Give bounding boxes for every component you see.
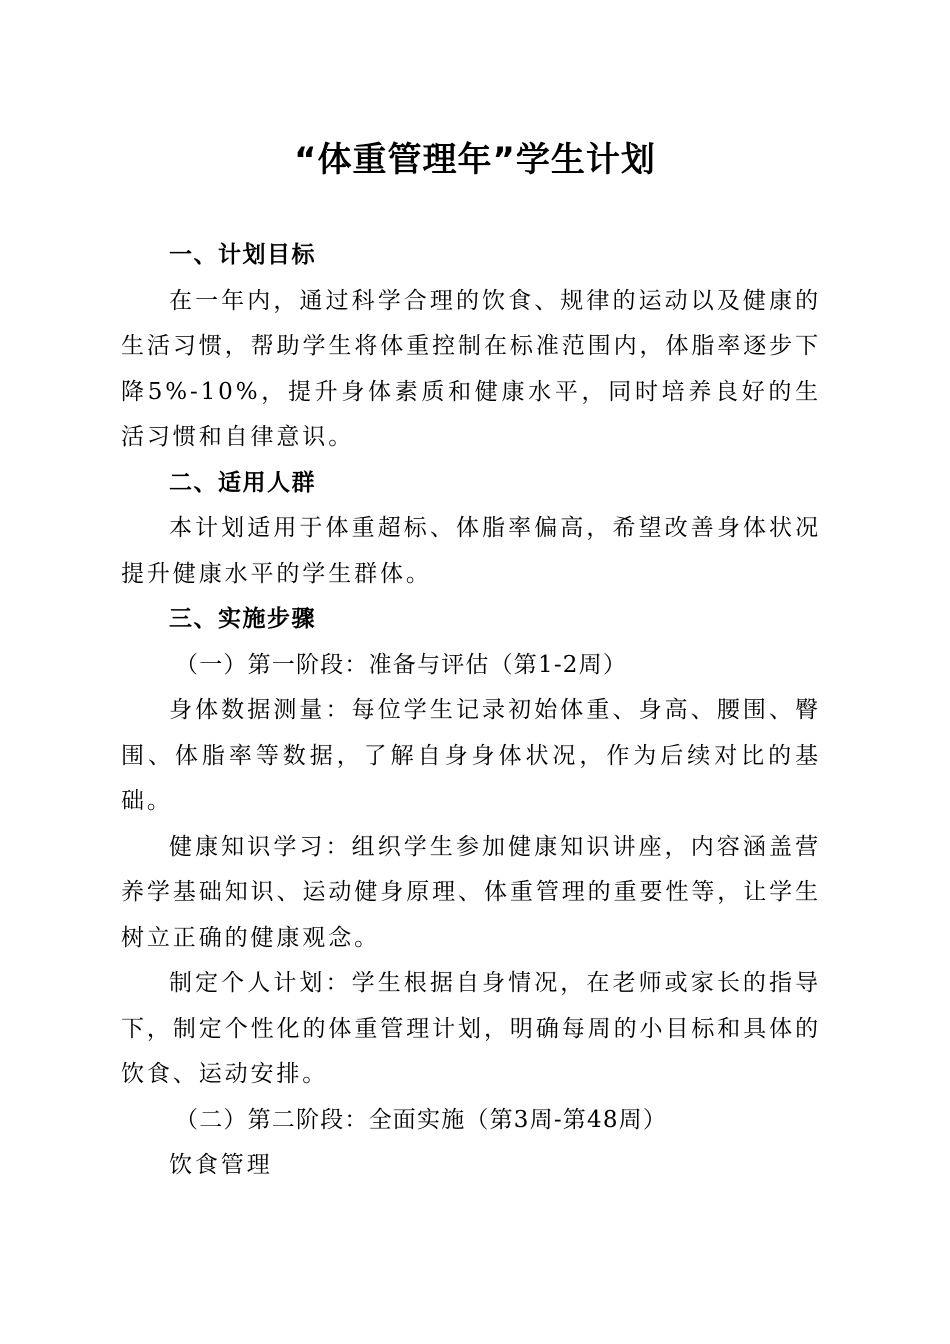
paragraph-personal-plan: 制定个人计划：学生根据自身情况，在老师或家长的指导下，制定个性化的体重管理计划，明确每周的小目标和具体的饮食、运动安排。 bbox=[121, 970, 821, 1087]
subheading-phase1: （一）第一阶段：准备与评估（第1-2周） bbox=[175, 651, 628, 678]
document-body bbox=[121, 233, 821, 1189]
section-heading-goal: 一、计划目标 bbox=[169, 242, 316, 268]
page-title: “体重管理年”学生计划 bbox=[294, 140, 656, 180]
paragraph-goal: 在一年内，通过科学合理的饮食、规律的运动以及健康的生活习惯，帮助学生将体重控制在标准范围内，体脂率逐步下降5%-10%，提升身体素质和健康水平，同时培养良好的生活习惯和自律意识。 bbox=[121, 287, 821, 450]
paragraph-health-knowledge: 健康知识学习：组织学生参加健康知识讲座，内容涵盖营养学基础知识、运动健身原理、体重管理的重要性等，让学生树立正确的健康观念。 bbox=[121, 833, 821, 951]
section-heading-audience: 二、适用人群 bbox=[169, 469, 316, 496]
section-heading-steps: 三、实施步骤 bbox=[169, 606, 316, 632]
paragraph-audience: 本计划适用于体重超标、体脂率偏高，希望改善身体状况提升健康水平的学生群体。 bbox=[121, 515, 821, 587]
subheading-phase2: （二）第二阶段：全面实施（第3周-第48周） bbox=[175, 1106, 668, 1133]
paragraph-body-measurement: 身体数据测量：每位学生记录初始体重、身高、腰围、臀围、体脂率等数据，了解自身身体状况，作为后续对比的基础。 bbox=[121, 697, 821, 814]
item-diet-management: 饮食管理 bbox=[169, 1152, 273, 1178]
